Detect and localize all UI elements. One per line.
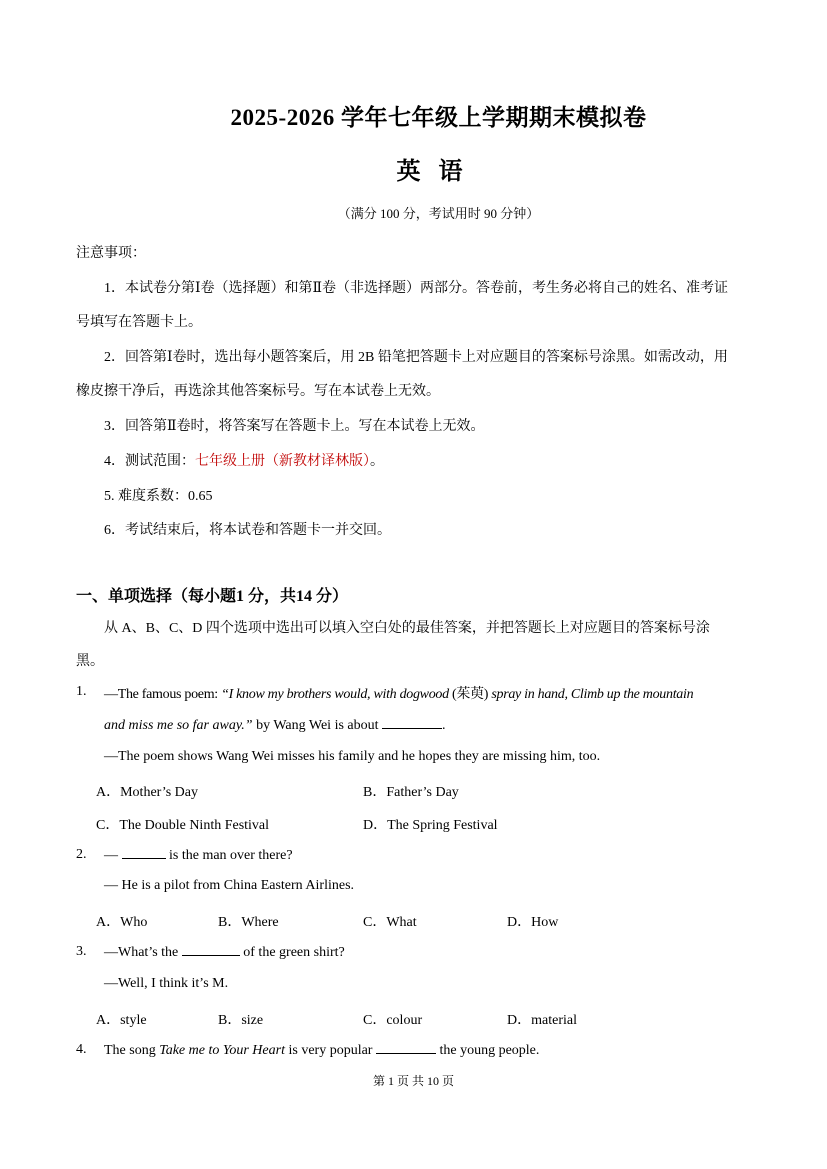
- option-b: B．size: [218, 1013, 264, 1028]
- option-c: C．The Double Ninth Festival: [96, 818, 270, 833]
- notice-item-5: 5. 难度系数：0.65: [104, 489, 213, 504]
- notice-item-4-prefix: 4．测试范围：: [104, 454, 195, 469]
- option-c: C．colour: [363, 1013, 423, 1028]
- exam-subject: 英语: [396, 159, 481, 185]
- notice-item-4-suffix: 。: [370, 454, 384, 469]
- answer-blank: [182, 943, 240, 956]
- question-number: 1.: [76, 684, 87, 699]
- q3-text-2: of the green shirt?: [239, 945, 345, 960]
- option-c: C．What: [363, 915, 417, 930]
- option-b: B．Where: [218, 915, 279, 930]
- section-1-instruction-line-1: 从 A、B、C、D 四个选项中选出可以填入空白处的最佳答案，并把答题长上对应题目的答案标号涂: [104, 621, 710, 636]
- q3-text: —What’s the: [104, 945, 182, 960]
- notice-item-2-line-1: 2．回答第Ⅰ卷时，选出每小题答案后，用 2B 铅笔把答题卡上对应题目的答案标号涂黑。如需改动，用: [104, 350, 728, 365]
- option-d: D．material: [507, 1013, 577, 1028]
- question-1-line-2: [104, 716, 446, 734]
- question-1-line-3: —The poem shows Wang Wei misses his family and he hopes they are missing him, too.: [104, 749, 601, 764]
- q1-period: .: [442, 718, 446, 733]
- q4-text-2: is very popular: [284, 1043, 376, 1058]
- section-1-instruction-line-2: 黑。: [76, 654, 104, 669]
- question-4-line-1: [104, 1041, 539, 1059]
- question-number: 3.: [76, 944, 87, 959]
- question-number: 4.: [76, 1042, 87, 1057]
- notice-item-1-line-2: 号填写在答题卡上。: [76, 315, 202, 330]
- q1-poem-italic: “I know my brothers would, with dogwood: [221, 687, 449, 702]
- question-number: 2.: [76, 847, 87, 862]
- q1-poem-italic-3: and miss me so far away.”: [104, 718, 253, 733]
- notice-heading: 注意事项：: [76, 246, 146, 261]
- answer-blank: [376, 1041, 436, 1054]
- option-a: A．style: [96, 1013, 147, 1028]
- notice-item-2-line-2: 橡皮擦干净后，再选涂其他答案标号。写在本试卷上无效。: [76, 384, 440, 399]
- exam-title: 2025-2026 学年七年级上学期期末模拟卷: [230, 105, 647, 130]
- option-d: D．How: [507, 915, 559, 930]
- section-1-heading: 一、单项选择（每小题1 分，共14 分）: [76, 588, 349, 605]
- test-scope: 七年级上册（新教材译林版）: [195, 454, 370, 469]
- notice-item-4: [104, 450, 384, 470]
- option-a: A．Mother’s Day: [96, 785, 199, 800]
- score-note: （满分 100 分，考试用时 90 分钟）: [337, 206, 540, 221]
- notice-item-6: 6．考试结束后，将本试卷和答题卡一并交回。: [104, 523, 391, 538]
- notice-item-3: 3．回答第Ⅱ卷时，将答案写在答题卡上。写在本试卷上无效。: [104, 419, 485, 434]
- q1-text: —The famous poem:: [104, 687, 222, 702]
- q1-cn-note: (茱萸): [448, 687, 492, 702]
- answer-blank: [122, 846, 166, 859]
- page-number: 第 1 页 共 10 页: [372, 1074, 454, 1088]
- notice-item-1-line-1: 1．本试卷分第Ⅰ卷（选择题）和第Ⅱ卷（非选择题）两部分。答卷前，考生务必将自己的姓名、准考证: [104, 281, 729, 296]
- question-2-line-1: [104, 846, 293, 864]
- question-3-line-1: [104, 943, 345, 961]
- option-b: B．Father’s Day: [363, 785, 459, 800]
- q4-text-3: the young people.: [435, 1043, 540, 1058]
- q2-text: is the man over there?: [165, 848, 293, 863]
- q1-text-2: by Wang Wei is about: [252, 718, 383, 733]
- answer-blank: [382, 716, 442, 729]
- option-a: A．Who: [96, 915, 148, 930]
- option-d: D．The Spring Festival: [363, 818, 498, 833]
- q2-dash: —: [104, 848, 122, 863]
- q1-poem-italic-2: spray in hand, Climb up the mountain: [491, 687, 694, 702]
- question-3-line-2: —Well, I think it’s M.: [104, 976, 229, 991]
- q4-text: The song: [104, 1043, 160, 1058]
- question-1-line-1: [104, 683, 693, 703]
- question-2-line-2: — He is a pilot from China Eastern Airlines.: [104, 878, 355, 893]
- q4-song-title: Take me to Your Heart: [159, 1043, 285, 1058]
